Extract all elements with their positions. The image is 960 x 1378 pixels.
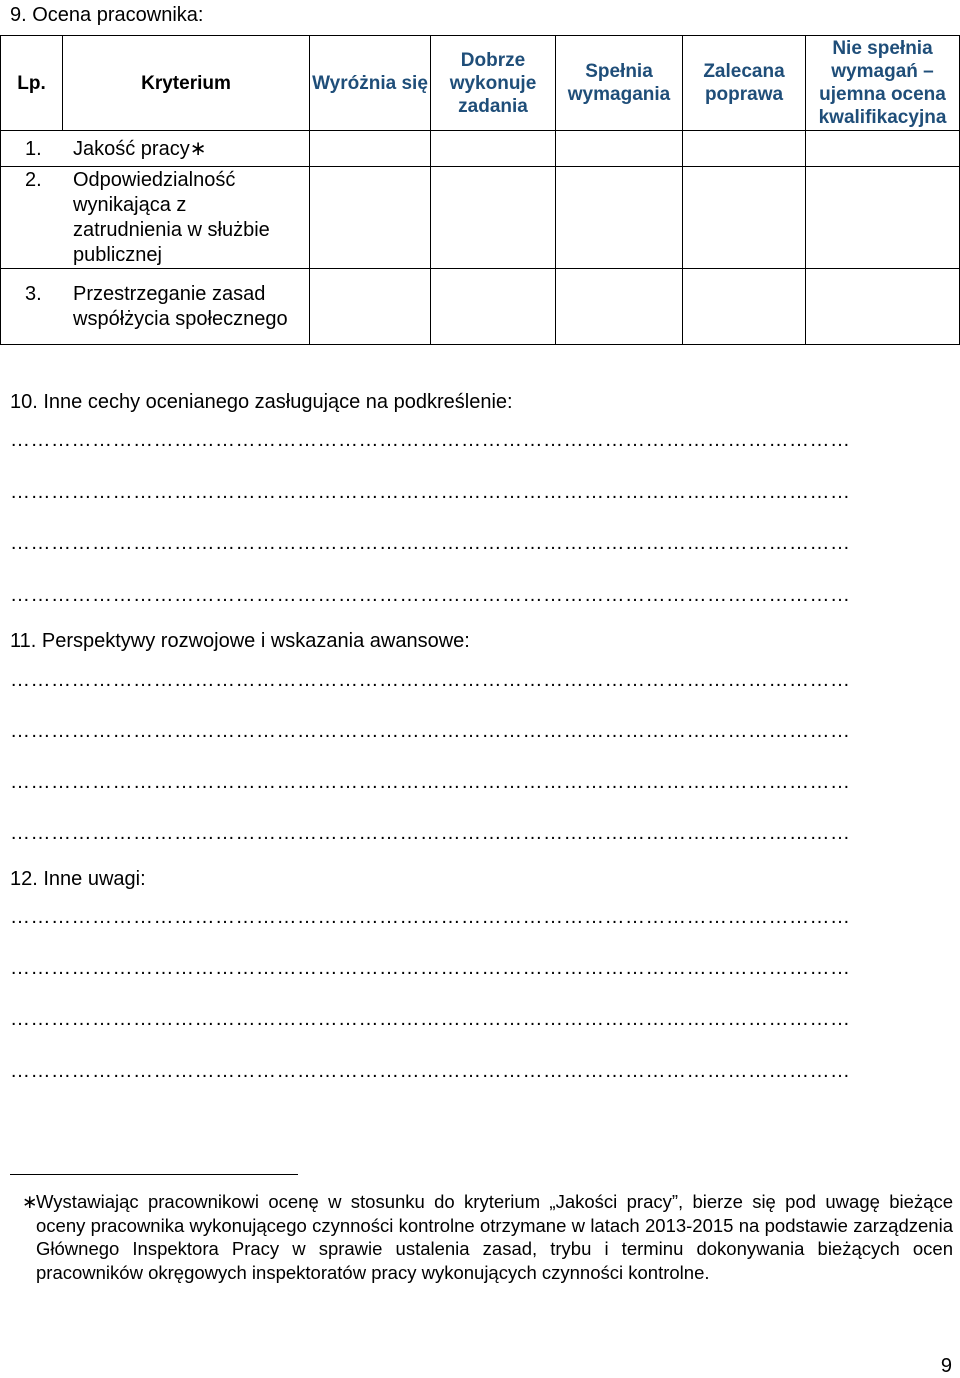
answer-line[interactable]: ……………………………………………………………………………………………………………	[10, 772, 851, 792]
footnote	[22, 1190, 953, 1284]
footnote-text: Wystawiając pracownikowi ocenę w stosunku do kryterium „Jakości pracy”, bierze się pod uwagę bieżące oceny pracownika wykonującego czynności kontrolne otrzymane w latach 2013-2015 na podstawie zarządzenia Głównego Inspektora Pracy w sprawie ustalenia zasad, trybu i terminu dokonywania bieżących ocen pracowników okręgowych inspektoratów pracy wykonujących czynności kontrolne.	[36, 1191, 953, 1283]
section-12-title: 12. Inne uwagi:	[10, 868, 146, 890]
answer-line[interactable]: ……………………………………………………………………………………………………………	[10, 907, 851, 927]
header-lp: Lp.	[1, 36, 63, 131]
rating-cell[interactable]	[806, 131, 960, 167]
rating-cell[interactable]	[556, 269, 683, 345]
section-10-title: 10. Inne cechy ocenianego zasługujące na podkreślenie:	[10, 391, 513, 413]
row-number: 1.	[25, 137, 42, 160]
rating-cell[interactable]	[310, 131, 431, 167]
header-criterion: Kryterium	[63, 36, 310, 131]
rating-cell[interactable]	[683, 269, 806, 345]
row-criterion: Przestrzeganie zasad współżycia społecznego	[73, 282, 288, 330]
row-criterion: Odpowiedzialność wynikająca z zatrudnienia w służbie publicznej	[73, 168, 270, 266]
rating-cell[interactable]	[310, 167, 431, 269]
answer-line[interactable]: ……………………………………………………………………………………………………………	[10, 958, 851, 978]
answer-line[interactable]: ……………………………………………………………………………………………………………	[10, 1009, 851, 1029]
header-distinguished: Wyróżnia się	[310, 36, 431, 131]
answer-line[interactable]: ……………………………………………………………………………………………………………	[10, 430, 851, 450]
rating-cell[interactable]	[556, 167, 683, 269]
rating-cell[interactable]	[431, 269, 556, 345]
rating-cell[interactable]	[556, 131, 683, 167]
header-does-not-meet: Nie spełnia wymagań – ujemna ocena kwalifikacyjna	[806, 36, 960, 131]
rating-cell[interactable]	[683, 131, 806, 167]
answer-line[interactable]: ……………………………………………………………………………………………………………	[10, 533, 851, 553]
evaluation-table	[0, 35, 960, 345]
answer-line[interactable]: ……………………………………………………………………………………………………………	[10, 670, 851, 690]
answer-line[interactable]: ……………………………………………………………………………………………………………	[10, 721, 851, 741]
table-header-row	[1, 36, 960, 131]
rating-cell[interactable]	[310, 269, 431, 345]
row-number: 2.	[25, 168, 42, 191]
answer-line[interactable]: ……………………………………………………………………………………………………………	[10, 482, 851, 502]
rating-cell[interactable]	[431, 131, 556, 167]
table-row	[1, 167, 960, 269]
rating-cell[interactable]	[683, 167, 806, 269]
answer-line[interactable]: ……………………………………………………………………………………………………………	[10, 585, 851, 605]
page-number: 9	[940, 1355, 952, 1377]
rating-cell[interactable]	[806, 167, 960, 269]
table-row	[1, 131, 960, 167]
row-criterion: Jakość pracy∗	[73, 137, 207, 160]
rating-cell[interactable]	[431, 167, 556, 269]
footnote-separator	[10, 1174, 298, 1175]
header-improvement-recommended: Zalecana poprawa	[683, 36, 806, 131]
rating-cell[interactable]	[806, 269, 960, 345]
answer-line[interactable]: ……………………………………………………………………………………………………………	[10, 1061, 851, 1081]
answer-line[interactable]: ……………………………………………………………………………………………………………	[10, 823, 851, 843]
section-11-title: 11. Perspektywy rozwojowe i wskazania awansowe:	[10, 630, 470, 652]
header-meets-requirements: Spełnia wymagania	[556, 36, 683, 131]
table-row	[1, 269, 960, 345]
row-number: 3.	[25, 282, 42, 305]
header-does-well: Dobrze wykonuje zadania	[431, 36, 556, 131]
section-9-title: 9. Ocena pracownika:	[10, 4, 204, 26]
footnote-star: ∗	[22, 1191, 38, 1212]
